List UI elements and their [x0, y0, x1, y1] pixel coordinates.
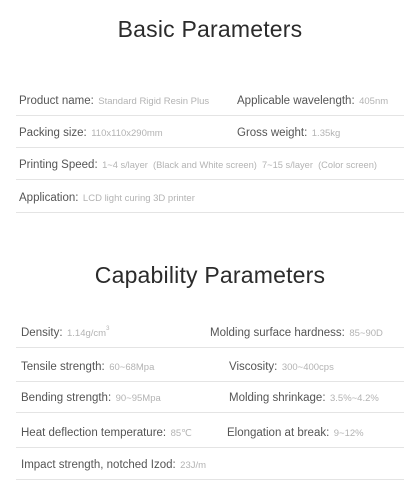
param-value: 23J/m — [180, 460, 207, 471]
param-elongation — [227, 416, 364, 448]
param-row — [16, 416, 404, 448]
param-viscosity — [229, 350, 334, 382]
param-value: 1.35kg — [311, 128, 341, 139]
param-printing-speed — [19, 148, 377, 180]
param-row — [16, 148, 404, 180]
param-label: Printing Speed: — [19, 159, 98, 171]
param-label: Product name: — [19, 95, 94, 107]
param-value — [67, 328, 109, 339]
param-label: Application: — [19, 192, 79, 204]
param-label: Density: — [21, 327, 63, 339]
param-product-name — [19, 84, 209, 116]
param-label: Heat deflection temperature: — [21, 427, 167, 439]
param-value: 1~4 s/layer (Black and White screen) 7~15 s/layer (Color screen) — [102, 160, 377, 170]
param-molding-shrinkage — [229, 381, 379, 413]
param-application — [19, 181, 195, 213]
param-value: 3.5%~4.2% — [329, 393, 379, 404]
param-gross-weight — [237, 116, 340, 148]
basic-parameters-title: Basic Parameters — [117, 16, 303, 42]
param-value: 85~90D — [349, 328, 383, 339]
param-density — [21, 316, 109, 348]
param-row — [16, 316, 404, 348]
density-unit-superscript: 3 — [106, 326, 110, 332]
param-row — [16, 350, 404, 382]
capability-parameters-title: Capability Parameters — [94, 262, 326, 288]
param-label: Viscosity: — [229, 361, 278, 373]
param-value: LCD light curing 3D printer — [82, 193, 195, 204]
param-value: 110x110x290mm — [91, 128, 163, 139]
param-heat-deflection — [21, 416, 192, 448]
param-row — [16, 116, 404, 148]
param-tensile-strength — [21, 350, 154, 382]
param-label: Packing size: — [19, 127, 87, 139]
param-bending-strength — [21, 381, 161, 413]
param-label: Bending strength: — [21, 392, 112, 404]
param-label: Tensile strength: — [21, 361, 105, 373]
param-value: 405nm — [359, 96, 389, 107]
param-label: Molding shrinkage: — [229, 392, 326, 404]
param-packing-size — [19, 116, 163, 148]
param-value: 60~68Mpa — [109, 362, 155, 373]
param-label: Elongation at break: — [227, 427, 330, 439]
param-label: Applicable wavelength: — [237, 95, 355, 107]
param-impact-strength — [21, 448, 206, 480]
param-wavelength — [237, 84, 388, 116]
param-label: Impact strength, notched Izod: — [21, 459, 176, 471]
param-label: Molding surface hardness: — [210, 327, 345, 339]
param-value: 300~400cps — [281, 362, 334, 373]
param-row — [16, 381, 404, 413]
param-surface-hardness — [210, 316, 383, 348]
param-row — [16, 84, 404, 116]
param-row — [16, 448, 404, 480]
density-value: 1.14g/cm — [67, 328, 107, 339]
param-value: 9~12% — [333, 428, 364, 439]
param-value: Standard Rigid Resin Plus — [98, 96, 210, 107]
param-row — [16, 181, 404, 213]
param-label: Gross weight: — [237, 127, 308, 139]
param-value: 85℃ — [170, 428, 192, 439]
param-value: 90~95Mpa — [115, 393, 161, 404]
